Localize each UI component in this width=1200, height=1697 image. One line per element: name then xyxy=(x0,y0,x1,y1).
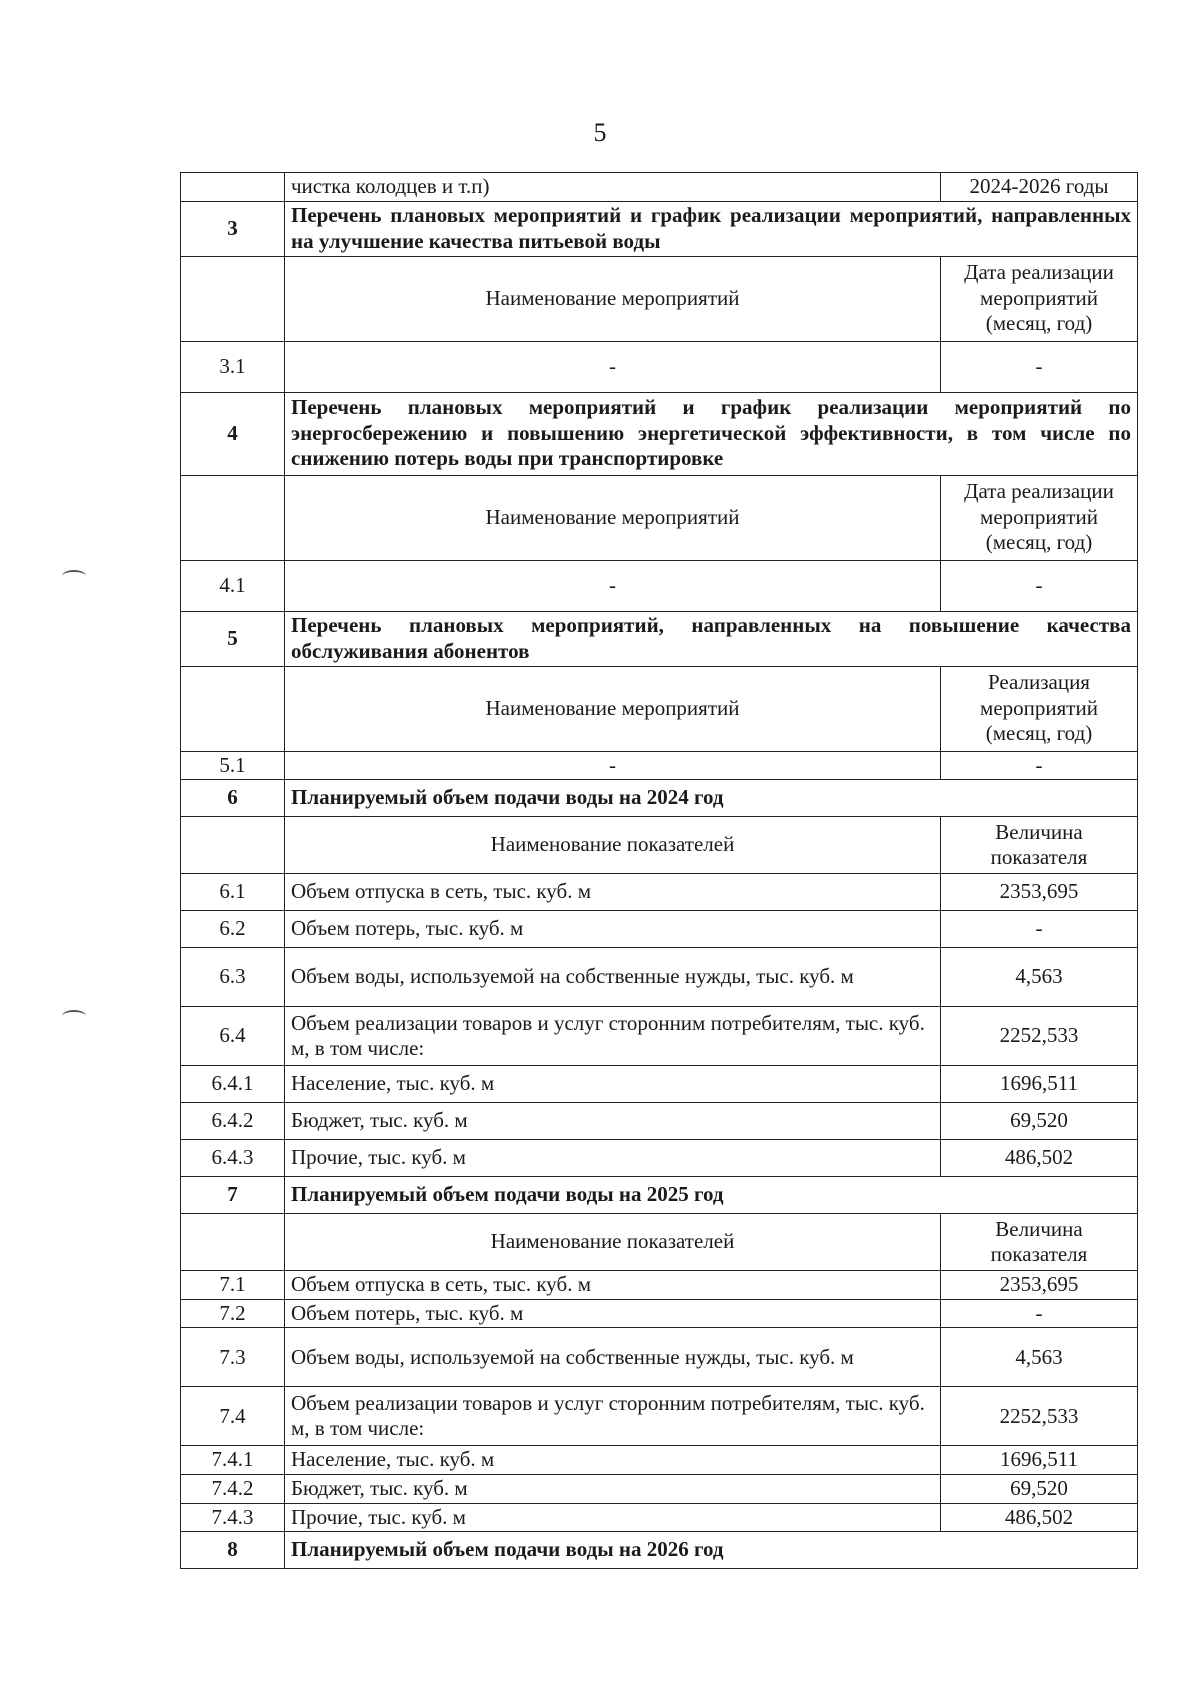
section-title-row xyxy=(181,611,1138,666)
table-row xyxy=(181,1103,1138,1140)
section-title-row xyxy=(181,780,1138,817)
row-value: 1696,511 xyxy=(941,1446,1138,1475)
table-row xyxy=(181,1446,1138,1475)
header-name: Наименование показателей xyxy=(285,817,941,874)
row-name: Объем потерь, тыс. куб. м xyxy=(285,1299,941,1328)
row-value: 486,502 xyxy=(941,1503,1138,1532)
table-row xyxy=(181,911,1138,948)
row-value: 4,563 xyxy=(941,948,1138,1007)
row-number: 6.2 xyxy=(181,911,285,948)
section-title: Перечень плановых мероприятий и график реализации мероприятий по энергосбережению и повышению энергетической эффективности, в том числе по снижению потерь воды при транспортировке xyxy=(285,392,1138,475)
row-number: 3.1 xyxy=(181,341,285,392)
section-title-row xyxy=(181,1177,1138,1214)
section-title: Планируемый объем подачи воды на 2026 год xyxy=(285,1532,1138,1569)
row-number xyxy=(181,173,285,202)
column-header-row xyxy=(181,475,1138,560)
column-header-row xyxy=(181,817,1138,874)
row-name: Объем отпуска в сеть, тыс. куб. м xyxy=(285,1271,941,1300)
table-row xyxy=(181,1007,1138,1066)
row-number: 5.1 xyxy=(181,751,285,780)
row-value: - xyxy=(941,751,1138,780)
row-number: 6.4.2 xyxy=(181,1103,285,1140)
row-name: Объем реализации товаров и услуг сторонним потребителям, тыс. куб. м, в том числе: xyxy=(285,1007,941,1066)
row-number: 7.3 xyxy=(181,1328,285,1387)
row-name: - xyxy=(285,560,941,611)
table-row xyxy=(181,1328,1138,1387)
table-row xyxy=(181,1475,1138,1504)
header-value: Величина показателя xyxy=(941,817,1138,874)
row-number: 6.4.1 xyxy=(181,1066,285,1103)
row-name: Объем реализации товаров и услуг сторонним потребителям, тыс. куб. м, в том числе: xyxy=(285,1387,941,1446)
section-title: Планируемый объем подачи воды на 2025 год xyxy=(285,1177,1138,1214)
section-number: 8 xyxy=(181,1532,285,1569)
row-name: Население, тыс. куб. м xyxy=(285,1066,941,1103)
column-header-row xyxy=(181,256,1138,341)
scan-mark xyxy=(62,1010,86,1022)
plan-table xyxy=(180,172,1138,1569)
table-row xyxy=(181,751,1138,780)
page-number: 5 xyxy=(593,118,607,147)
header-empty-cell xyxy=(181,817,285,874)
section-number: 6 xyxy=(181,780,285,817)
row-name: Объем воды, используемой на собственные нужды, тыс. куб. м xyxy=(285,948,941,1007)
table-row xyxy=(181,1387,1138,1446)
row-value: 69,520 xyxy=(941,1103,1138,1140)
table-row xyxy=(181,1299,1138,1328)
row-number: 7.1 xyxy=(181,1271,285,1300)
section-title: Перечень плановых мероприятий, направленных на повышение качества обслуживания абонентов xyxy=(285,611,1138,666)
row-value: - xyxy=(941,341,1138,392)
row-name: Объем отпуска в сеть, тыс. куб. м xyxy=(285,874,941,911)
table-row xyxy=(181,874,1138,911)
header-value: Дата реализации мероприятий (месяц, год) xyxy=(941,256,1138,341)
row-value: 486,502 xyxy=(941,1140,1138,1177)
row-name: - xyxy=(285,341,941,392)
row-name: Население, тыс. куб. м xyxy=(285,1446,941,1475)
row-name: - xyxy=(285,751,941,780)
section-title-row xyxy=(181,392,1138,475)
header-value: Дата реализации мероприятий (месяц, год) xyxy=(941,475,1138,560)
row-number: 7.4.1 xyxy=(181,1446,285,1475)
header-name: Наименование мероприятий xyxy=(285,475,941,560)
row-number: 6.3 xyxy=(181,948,285,1007)
header-name: Наименование мероприятий xyxy=(285,256,941,341)
scan-mark xyxy=(62,570,86,582)
row-number: 7.4.3 xyxy=(181,1503,285,1532)
header-name: Наименование мероприятий xyxy=(285,666,941,751)
continuation-row xyxy=(181,173,1138,202)
row-number: 7.4.2 xyxy=(181,1475,285,1504)
section-number: 4 xyxy=(181,392,285,475)
row-value: 4,563 xyxy=(941,1328,1138,1387)
table-row xyxy=(181,1271,1138,1300)
row-name: чистка колодцев и т.п) xyxy=(285,173,941,202)
row-value: 2024-2026 годы xyxy=(941,173,1138,202)
header-empty-cell xyxy=(181,1214,285,1271)
header-empty-cell xyxy=(181,475,285,560)
row-value: 2353,695 xyxy=(941,1271,1138,1300)
section-title: Перечень плановых мероприятий и график реализации мероприятий, направленных на улучшение качества питьевой воды xyxy=(285,201,1138,256)
row-number: 6.1 xyxy=(181,874,285,911)
row-value: - xyxy=(941,911,1138,948)
row-value: 2252,533 xyxy=(941,1007,1138,1066)
header-empty-cell xyxy=(181,256,285,341)
row-value: - xyxy=(941,560,1138,611)
header-name: Наименование показателей xyxy=(285,1214,941,1271)
row-name: Прочие, тыс. куб. м xyxy=(285,1503,941,1532)
column-header-row xyxy=(181,1214,1138,1271)
table-row xyxy=(181,948,1138,1007)
row-value: 2252,533 xyxy=(941,1387,1138,1446)
section-title-row xyxy=(181,1532,1138,1569)
row-number: 7.4 xyxy=(181,1387,285,1446)
table-row xyxy=(181,560,1138,611)
section-number: 3 xyxy=(181,201,285,256)
row-number: 6.4 xyxy=(181,1007,285,1066)
section-number: 5 xyxy=(181,611,285,666)
row-value: 1696,511 xyxy=(941,1066,1138,1103)
table-row xyxy=(181,1140,1138,1177)
row-number: 6.4.3 xyxy=(181,1140,285,1177)
row-number: 7.2 xyxy=(181,1299,285,1328)
row-value: - xyxy=(941,1299,1138,1328)
row-name: Бюджет, тыс. куб. м xyxy=(285,1475,941,1504)
section-title: Планируемый объем подачи воды на 2024 год xyxy=(285,780,1138,817)
column-header-row xyxy=(181,666,1138,751)
table-row xyxy=(181,1503,1138,1532)
table-row xyxy=(181,341,1138,392)
header-empty-cell xyxy=(181,666,285,751)
table-row xyxy=(181,1066,1138,1103)
row-name: Объем потерь, тыс. куб. м xyxy=(285,911,941,948)
header-value: Величина показателя xyxy=(941,1214,1138,1271)
row-name: Бюджет, тыс. куб. м xyxy=(285,1103,941,1140)
row-name: Объем воды, используемой на собственные нужды, тыс. куб. м xyxy=(285,1328,941,1387)
header-value: Реализация мероприятий (месяц, год) xyxy=(941,666,1138,751)
section-title-row xyxy=(181,201,1138,256)
row-value: 2353,695 xyxy=(941,874,1138,911)
row-name: Прочие, тыс. куб. м xyxy=(285,1140,941,1177)
row-number: 4.1 xyxy=(181,560,285,611)
section-number: 7 xyxy=(181,1177,285,1214)
row-value: 69,520 xyxy=(941,1475,1138,1504)
